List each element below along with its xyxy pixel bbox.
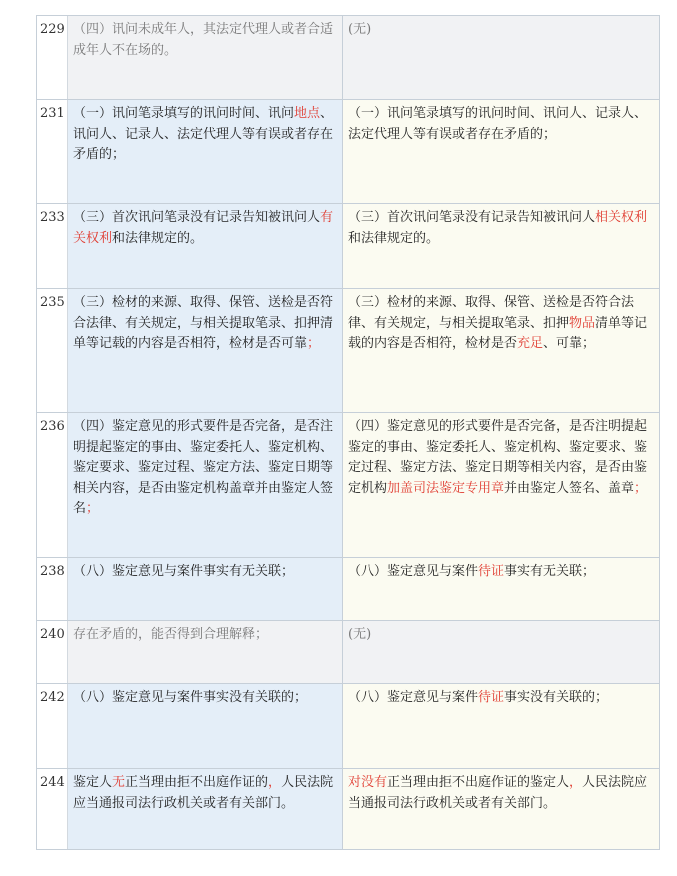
text-segment: （三）首次讯问笔录没有记录告知被讯问人 xyxy=(348,210,596,225)
text-segment: 和法律规定的。 xyxy=(112,230,204,246)
text-segment: 并由鉴定人签名、盖章 xyxy=(504,480,635,496)
changed-text: 地点 xyxy=(294,106,321,121)
changed-text: 有关权利 xyxy=(73,210,334,246)
old-text-cell xyxy=(68,684,343,768)
text-segment: （三）检材的来源、取得、保管、送检是否符合法律、有关规定，与相关提取笔录、扣押清单等记载的内容是否相符，检材是否可靠 xyxy=(73,295,334,351)
old-text-cell xyxy=(68,100,343,203)
diff-row xyxy=(37,413,659,558)
old-text-cell xyxy=(68,558,343,620)
changed-text: ； xyxy=(86,501,100,516)
text-segment: 、可靠； xyxy=(543,336,596,351)
new-text-cell xyxy=(343,621,659,683)
text-segment: （八）鉴定意见与案件事实有无关联； xyxy=(73,564,295,579)
text-segment: 正当理由拒不出庭作证的 xyxy=(125,775,269,790)
old-text-cell xyxy=(68,16,343,99)
new-text-cell xyxy=(343,100,659,203)
changed-text: ； xyxy=(634,480,648,496)
text-segment: （八）鉴定意见与案件 xyxy=(348,564,479,579)
new-text-cell xyxy=(343,16,659,99)
new-text-cell xyxy=(343,289,659,412)
text-segment: 清单等记载的内容是否相符，检材是否 xyxy=(348,315,648,351)
changed-text: 无 xyxy=(112,775,126,790)
text-segment: 事实没有关联的； xyxy=(504,690,609,705)
diff-row xyxy=(37,684,659,769)
changed-text: 对没有 xyxy=(348,775,388,790)
changed-text: ， xyxy=(268,775,282,790)
text-segment: 存在矛盾的，能否得到合理解释； xyxy=(73,627,269,642)
new-text-cell xyxy=(343,204,659,288)
text-segment: （三）检材的来源、取得、保管、送检是否符合法律、有关规定，与相关提取笔录、扣押 xyxy=(348,295,635,331)
old-text-cell xyxy=(68,413,343,557)
line-number: 238 xyxy=(37,558,68,620)
text-segment: （四）讯问未成年人，其法定代理人或者合适成年人不在场的。 xyxy=(73,22,334,58)
diff-row xyxy=(37,621,659,684)
diff-row xyxy=(37,204,659,289)
line-number: 242 xyxy=(37,684,68,768)
old-text-cell xyxy=(68,289,343,412)
diff-row xyxy=(37,16,659,100)
new-text-cell xyxy=(343,769,659,849)
text-segment: 正当理由拒不出庭作证的鉴定人 xyxy=(387,775,570,790)
text-segment: 和法律规定的。 xyxy=(348,230,440,246)
diff-row xyxy=(37,769,659,849)
line-number: 231 xyxy=(37,100,68,203)
line-number: 236 xyxy=(37,413,68,557)
changed-text: 物品 xyxy=(569,315,596,331)
diff-row xyxy=(37,558,659,621)
new-text-cell xyxy=(343,558,659,620)
text-segment: （三）首次讯问笔录没有记录告知被讯问人 xyxy=(73,210,321,225)
changed-text: 待证 xyxy=(478,564,505,579)
text-segment: （八）鉴定意见与案件 xyxy=(348,690,479,705)
text-segment: （八）鉴定意见与案件事实没有关联的； xyxy=(73,690,308,705)
text-segment: 人民法院应当通报司法行政机关或者有关部门。 xyxy=(348,775,648,811)
text-segment: (无) xyxy=(348,627,372,642)
line-number: 244 xyxy=(37,769,68,849)
changed-text: 相关权利 xyxy=(595,210,648,225)
changed-text: 加盖司法鉴定专用章 xyxy=(387,480,505,496)
old-text-cell xyxy=(68,621,343,683)
text-segment: （一）讯问笔录填写的讯问时间、讯问 xyxy=(73,106,295,121)
text-segment: （四）鉴定意见的形式要件是否完备，是否注明提起鉴定的事由、鉴定委托人、鉴定机构、鉴定要求、鉴定过程、鉴定方法、鉴定日期等相关内容，是否由鉴定机构盖章并由鉴定人签名 xyxy=(73,419,334,516)
text-segment: 鉴定人 xyxy=(73,775,113,790)
diff-row xyxy=(37,100,659,204)
text-segment: （四）鉴定意见的形式要件是否完备，是否注明提起鉴定的事由、鉴定委托人、鉴定机构、鉴定要求、鉴定过程、鉴定方法、鉴定日期等相关内容，是否由鉴定机构 xyxy=(348,419,648,496)
diff-row xyxy=(37,289,659,413)
text-segment: （一）讯问笔录填写的讯问时间、讯问人、记录人、法定代理人等有误或者存在矛盾的； xyxy=(348,106,648,142)
changed-text: ； xyxy=(307,336,321,351)
new-text-cell xyxy=(343,684,659,768)
text-segment: 事实有无关联； xyxy=(504,564,596,579)
text-segment: (无) xyxy=(348,22,372,37)
line-number: 233 xyxy=(37,204,68,288)
changed-text: ， xyxy=(569,775,583,790)
diff-table xyxy=(36,15,660,850)
text-segment: 人民法院应当通报司法行政机关或者有关部门。 xyxy=(73,775,334,811)
changed-text: 待证 xyxy=(478,690,505,705)
line-number: 240 xyxy=(37,621,68,683)
text-segment: 、讯问人、记录人、法定代理人等有误或者存在矛盾的； xyxy=(73,106,334,162)
old-text-cell xyxy=(68,769,343,849)
old-text-cell xyxy=(68,204,343,288)
new-text-cell xyxy=(343,413,659,557)
changed-text: 充足 xyxy=(517,336,544,351)
line-number: 235 xyxy=(37,289,68,412)
line-number: 229 xyxy=(37,16,68,99)
